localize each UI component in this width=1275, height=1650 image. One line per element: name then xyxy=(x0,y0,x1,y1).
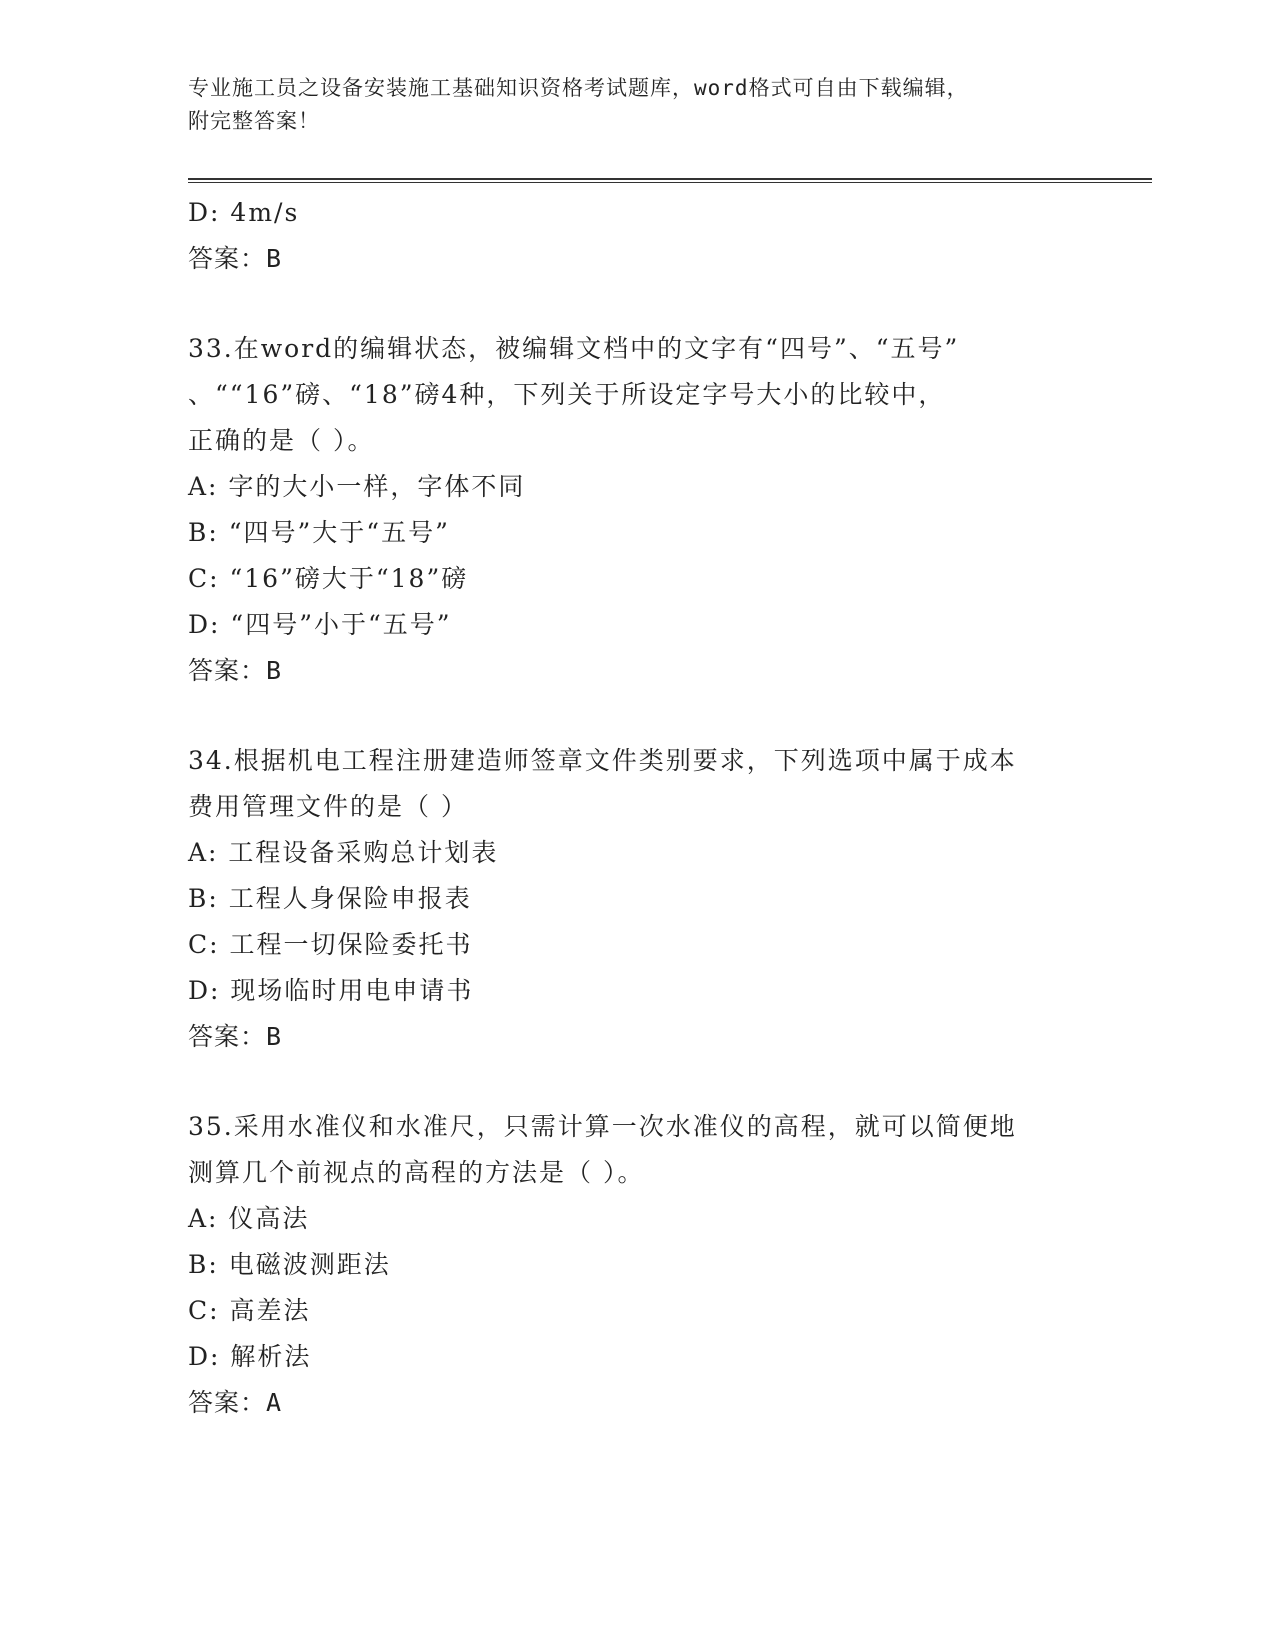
option-b: B: 电磁波测距法 xyxy=(188,1250,391,1279)
question-block-previous xyxy=(188,190,1088,282)
question-stem-line: 35.采用水准仪和水准尺，只需计算一次水准仪的高程，就可以简便地 xyxy=(188,1112,1017,1141)
answer-value: B xyxy=(266,656,283,685)
question-stem-line: 、““16”磅、“18”磅4种，下列关于所设定字号大小的比较中， xyxy=(188,380,946,409)
question-block-35 xyxy=(188,1104,1088,1426)
document-body xyxy=(188,190,1088,1426)
option-c: C: 工程一切保险委托书 xyxy=(188,930,473,959)
option-c: C: “16”磅大于“18”磅 xyxy=(188,564,469,593)
answer-value: B xyxy=(266,1022,283,1051)
header-title-line-1: 专业施工员之设备安装施工基础知识资格考试题库，word格式可自由下载编辑， xyxy=(188,76,969,100)
answer-label: 答案： xyxy=(188,656,267,685)
option-a: A: 工程设备采购总计划表 xyxy=(188,838,499,867)
answer-line xyxy=(188,1380,1088,1426)
answer-line xyxy=(188,236,1088,282)
question-stem-line: 34.根据机电工程注册建造师签章文件类别要求，下列选项中属于成本 xyxy=(188,746,1017,775)
answer-line xyxy=(188,1014,1088,1060)
option-d: D: 4m/s xyxy=(188,198,300,227)
answer-value: B xyxy=(266,244,283,273)
option-d: D: 现场临时用电申请书 xyxy=(188,976,474,1005)
option-d: D: “四号”小于“五号” xyxy=(188,610,452,639)
question-stem-line: 费用管理文件的是（ ） xyxy=(188,792,468,821)
option-a: A: 字的大小一样，字体不同 xyxy=(188,472,526,501)
page-header xyxy=(188,72,1088,138)
question-stem-line: 33.在word的编辑状态，被编辑文档中的文字有“四号”、“五号” xyxy=(188,334,960,363)
option-b: B: “四号”大于“五号” xyxy=(188,518,450,547)
answer-line xyxy=(188,648,1088,694)
option-a: A: 仪高法 xyxy=(188,1204,310,1233)
question-stem-line: 测算几个前视点的高程的方法是（ ）。 xyxy=(188,1158,645,1187)
question-block-34 xyxy=(188,738,1088,1060)
answer-value: A xyxy=(266,1388,283,1417)
header-divider xyxy=(188,178,1152,183)
question-stem-line: 正确的是（ ）。 xyxy=(188,426,375,455)
header-title-line-2: 附完整答案！ xyxy=(188,109,320,133)
option-c: C: 高差法 xyxy=(188,1296,311,1325)
answer-label: 答案： xyxy=(188,1388,267,1417)
spacer xyxy=(188,694,1088,738)
option-b: B: 工程人身保险申报表 xyxy=(188,884,472,913)
option-d: D: 解析法 xyxy=(188,1342,312,1371)
answer-label: 答案： xyxy=(188,244,267,273)
spacer xyxy=(188,282,1088,326)
spacer xyxy=(188,1060,1088,1104)
answer-label: 答案： xyxy=(188,1022,267,1051)
question-block-33 xyxy=(188,326,1088,694)
